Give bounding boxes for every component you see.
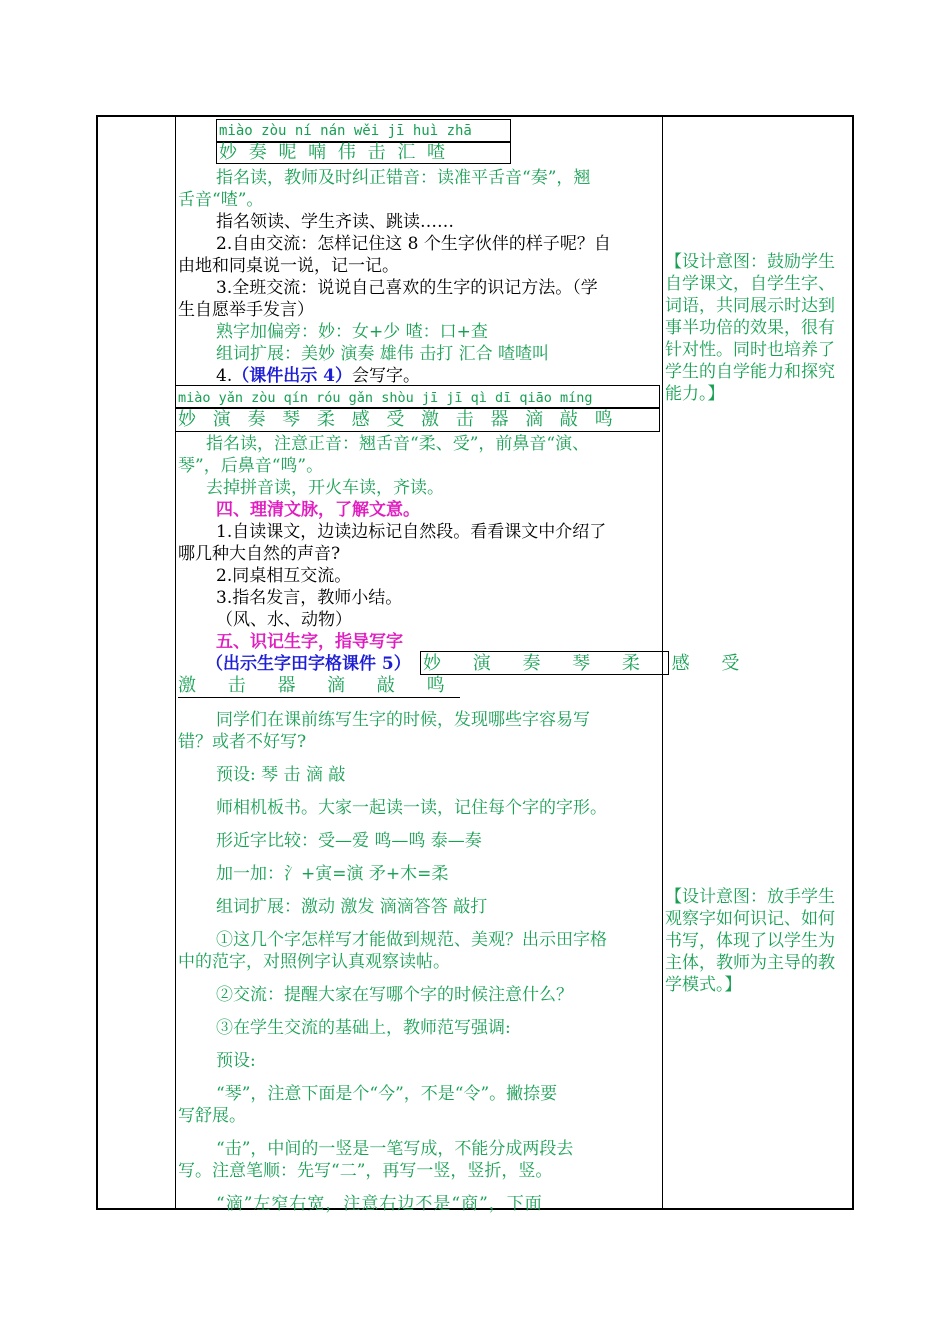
note-line: 主体，教师为主导的教 — [665, 953, 835, 973]
text-line: 舌音“喳”。 — [178, 190, 264, 210]
text-line: 组词扩展：美妙 演奏 雄伟 击打 汇合 喳喳叫 — [216, 344, 550, 364]
text-line: 写舒展。 — [178, 1106, 246, 1126]
lesson-table — [96, 115, 854, 1214]
text-line: 哪几种大自然的声音? — [178, 544, 341, 564]
text-line: 去掉拼音读，开火车读，齐读。 — [206, 478, 444, 498]
note-line: 词语，共同展示时达到 — [665, 296, 835, 316]
char-row-5a: 妙 演 奏 琴 柔 感 受 — [423, 653, 753, 674]
text-line: 组词扩展：激动 激发 滴滴答答 敲打 — [216, 897, 488, 917]
section-heading-4: 四、理清文脉，了解文意。 — [216, 500, 420, 520]
text-line: 预设: — [216, 1051, 256, 1071]
text-line: 琴”，后鼻音“鸣”。 — [178, 456, 324, 476]
section-heading-5: 五、识记生字，指导写字 — [216, 632, 403, 652]
char-row-5b: 激 击 器 滴 敲 鸣 — [178, 675, 458, 696]
text-line: 指名读，教师及时纠正错音：读准平舌音“奏”，翘 — [216, 168, 591, 188]
note-line: 学生的自学能力和探究 — [665, 362, 835, 382]
text-line: 2.同桌相互交流。 — [216, 566, 352, 586]
text-line: 中的范字，对照例字认真观察读帖。 — [178, 952, 450, 972]
text-line: 生自愿举手发言） — [178, 300, 314, 320]
text-line: 指名读，注意正音：翘舌音“柔、受”，前鼻音“演、 — [206, 434, 590, 454]
text-line: （风、水、动物） — [216, 610, 352, 630]
text-line: 1.自读课文，边读边标记自然段。看看课文中介绍了 — [216, 522, 607, 542]
char-row-2: 妙 演 奏 琴 柔 感 受 激 击 器 滴 敲 鸣 — [178, 409, 613, 430]
note-line: 观察字如何识记、如何 — [665, 909, 835, 929]
note-line: 书写，体现了以学生为 — [665, 931, 835, 951]
text-line: “琴”，注意下面是个“今”，不是“令”。撇捺要 — [216, 1084, 558, 1104]
text-line: 由地和同桌说一说，记一记。 — [178, 256, 399, 276]
note-line: 自学课文，自学生字、 — [665, 274, 835, 294]
item-text: 会写字。 — [351, 366, 420, 386]
char-row-1: 妙 奏 呢 喃 伟 击 汇 喳 — [219, 142, 446, 163]
text-line: 错？或者不好写? — [178, 732, 307, 752]
pinyin-row-2: miào yǎn zòu qín róu gǎn shòu jī jī qì dī qiāo míng — [178, 390, 593, 406]
pinyin-row-1: miào zòu ní nán wěi jī huì zhā — [219, 123, 472, 139]
text-line: 写。注意笔顺：先写“二”，再写一竖，竖折，竖。 — [178, 1161, 553, 1181]
note-line: 事半功倍的效果，很有 — [665, 318, 835, 338]
text-line: 同学们在课前练写生字的时候，发现哪些字容易写 — [216, 710, 590, 730]
note-line: 【设计意图：放手学生 — [665, 887, 835, 907]
text-line: 3.全班交流：说说自己喜欢的生字的识记方法。（学 — [216, 278, 598, 298]
design-note-2 — [665, 886, 853, 996]
note-line: 学模式。】 — [665, 975, 742, 995]
text-line: ③在学生交流的基础上，教师范写强调: — [216, 1018, 511, 1038]
text-line: 加一加：氵+寅=演 矛+木=柔 — [216, 864, 449, 884]
text-line: ②交流：提醒大家在写哪个字的时候注意什么？ — [216, 985, 573, 1005]
text-line: ①这几个字怎样写才能做到规范、美观？出示田字格 — [216, 930, 607, 950]
note-line: 能力。】 — [665, 384, 725, 404]
courseware-link-4[interactable]: （课件出示 4） — [232, 366, 352, 386]
design-note-1 — [665, 251, 853, 405]
text-line: 熟字加偏旁：妙：女+少 喳：口+查 — [216, 322, 488, 342]
text-line: “滴”左窄右宽，注意右边不是“商”，下面 — [216, 1194, 543, 1214]
courseware-link-5[interactable]: （出示生字田字格课件 5） — [206, 654, 411, 674]
text-line: 师相机板书。大家一起读一读，记住每个字的字形。 — [216, 798, 607, 818]
text-line: 2.自由交流：怎样记住这 8 个生字伙伴的样子呢？自 — [216, 234, 611, 254]
text-line: 指名领读、学生齐读、跳读…… — [216, 212, 454, 232]
text-line: 预设: 琴 击 滴 敲 — [216, 765, 346, 785]
note-line: 【设计意图：鼓励学生 — [665, 252, 835, 272]
text-line: 形近字比较：受—爱 鸣—鸣 泰—奏 — [216, 831, 482, 851]
note-line: 针对性。同时也培养了 — [665, 340, 835, 360]
text-line: 3.指名发言，教师小结。 — [216, 588, 403, 608]
column-divider-1 — [175, 117, 176, 1208]
text-line — [216, 365, 420, 387]
item-number: 4. — [216, 366, 233, 386]
text-line: “击”，中间的一竖是一笔写成，不能分成两段去 — [216, 1139, 574, 1159]
